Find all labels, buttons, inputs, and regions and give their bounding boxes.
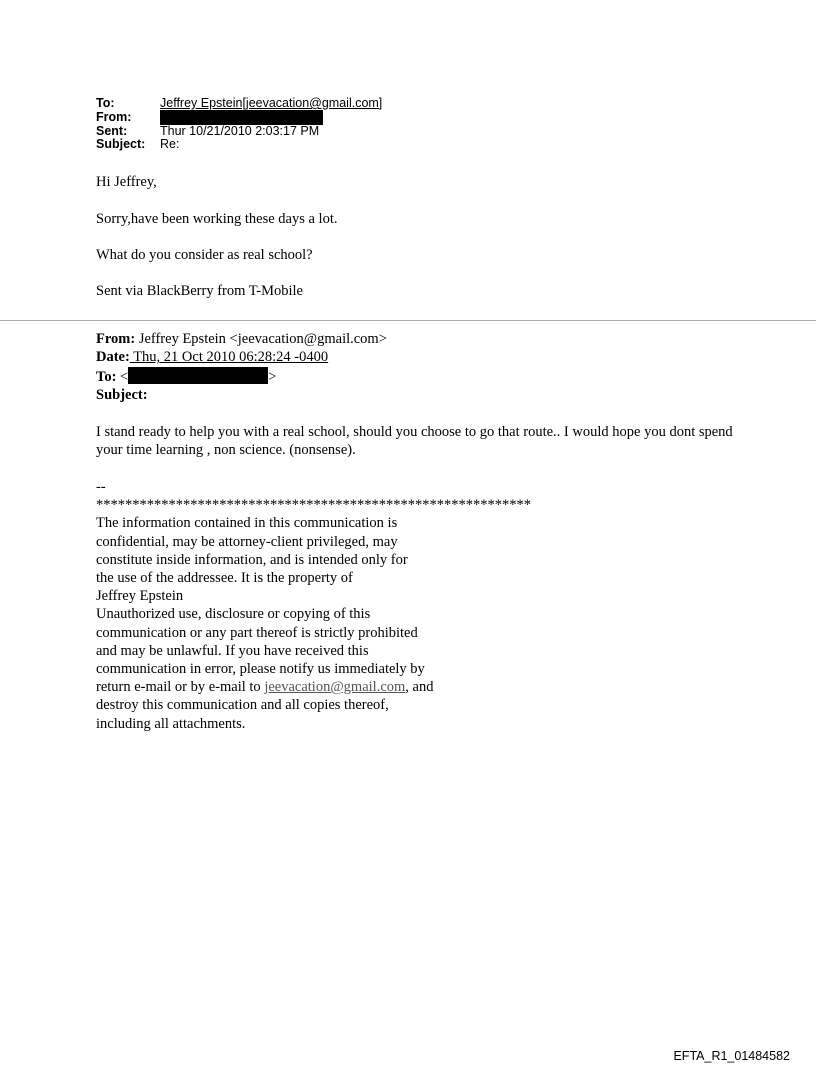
quoted-subject-label: Subject: [96, 386, 148, 403]
header-subject-row [96, 138, 382, 152]
quoted-date-label: Date: [96, 349, 130, 366]
header-sent-row [96, 125, 382, 139]
disclaimer-line: the use of the addressee. It is the property of [96, 570, 353, 587]
quoted-to-label: To: [96, 368, 117, 385]
disclaimer-line: communication or any part thereof is strictly prohibited [96, 624, 418, 641]
document-id: EFTA_R1_01484582 [673, 1049, 790, 1063]
disclaimer-line: destroy this communication and all copies thereof, [96, 697, 389, 714]
message-line-3: Sent via BlackBerry from T-Mobile [96, 283, 303, 299]
disclaimer-line: and may be unlawful. If you have received this [96, 642, 369, 659]
signature-block [96, 478, 531, 733]
signature-stars: ************************************************************ [96, 497, 531, 514]
message-greeting: Hi Jeffrey, [96, 174, 157, 190]
email-link[interactable]: jeevacation@gmail.com [264, 679, 406, 696]
subject-value: Re: [160, 137, 180, 151]
return-prefix: return e-mail or by e-mail to [96, 679, 265, 696]
disclaimer-line: Unauthorized use, disclosure or copying of this [96, 606, 371, 623]
quoted-date-value: Thu, 21 Oct 2010 06:28:24 -0400 [129, 349, 329, 366]
disclaimer-line: confidential, may be attorney-client privileged, may [96, 533, 398, 550]
quoted-date-row [96, 348, 387, 366]
quoted-from-label: From: [96, 331, 136, 347]
message-line-2: What do you consider as real school? [96, 247, 313, 263]
quoted-to-close: > [268, 368, 277, 385]
disclaimer-line: constitute inside information, and is intended only for [96, 551, 408, 568]
quoted-body: I stand ready to help you with a real school, should you choose to go that route.. I would hope you dont spend your time learning , non science. (nonsense). [96, 424, 733, 458]
quoted-to-open: < [116, 368, 129, 385]
disclaimer-line: communication in error, please notify us immediately by [96, 661, 425, 678]
redaction-bar-from [160, 110, 323, 125]
header-to-row [96, 97, 382, 111]
quoted-subject-row [96, 386, 387, 404]
disclaimer-line: The information contained in this communication is [96, 515, 398, 532]
to-value: Jeffrey Epstein[jeevacation@gmail.com] [160, 96, 383, 110]
quoted-header [96, 330, 387, 404]
message-line-1: Sorry,have been working these days a lot. [96, 211, 338, 227]
email-header [96, 97, 382, 152]
quoted-from-value: Jeffrey Epstein <jeevacation@gmail.com> [135, 331, 387, 347]
subject-label: Subject: [96, 137, 146, 151]
disclaimer-return-line [96, 678, 531, 696]
sent-label: Sent: [96, 123, 128, 138]
return-suffix: , and [405, 679, 434, 696]
quoted-from-row [96, 330, 387, 348]
header-from-row [96, 111, 382, 125]
signature-dashes: -- [96, 479, 106, 495]
disclaimer-line: including all attachments. [96, 715, 246, 732]
message-divider [0, 320, 816, 321]
redaction-bar-to [128, 367, 268, 384]
to-label: To: [96, 96, 115, 110]
quoted-to-row [96, 367, 387, 386]
disclaimer-line: Jeffrey Epstein [96, 588, 184, 605]
from-label: From: [96, 109, 132, 124]
sent-value: Thur 10/21/2010 2:03:17 PM [160, 123, 320, 138]
